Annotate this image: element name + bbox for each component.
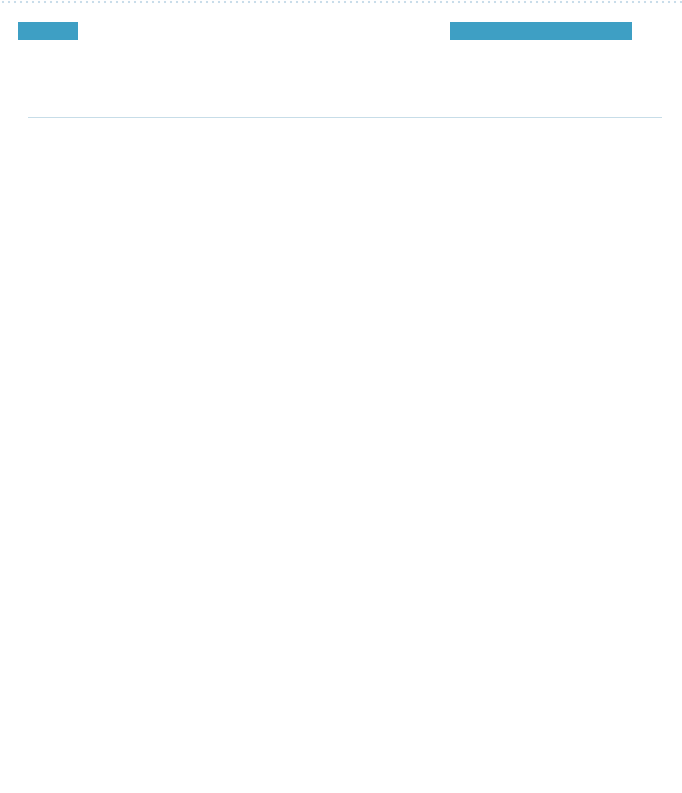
model-column-header: [278, 60, 373, 117]
top-dotted-border: [0, 0, 682, 4]
model-column-header: [373, 60, 468, 117]
model-column-header: [563, 60, 658, 117]
model-column-header: [183, 60, 278, 117]
title-bar: [0, 18, 682, 48]
spec-table: [28, 60, 662, 778]
title-accent-right: [450, 22, 632, 40]
model-column-header: [468, 60, 563, 117]
table-header-row: [28, 60, 662, 118]
title-accent-left: [18, 22, 78, 40]
